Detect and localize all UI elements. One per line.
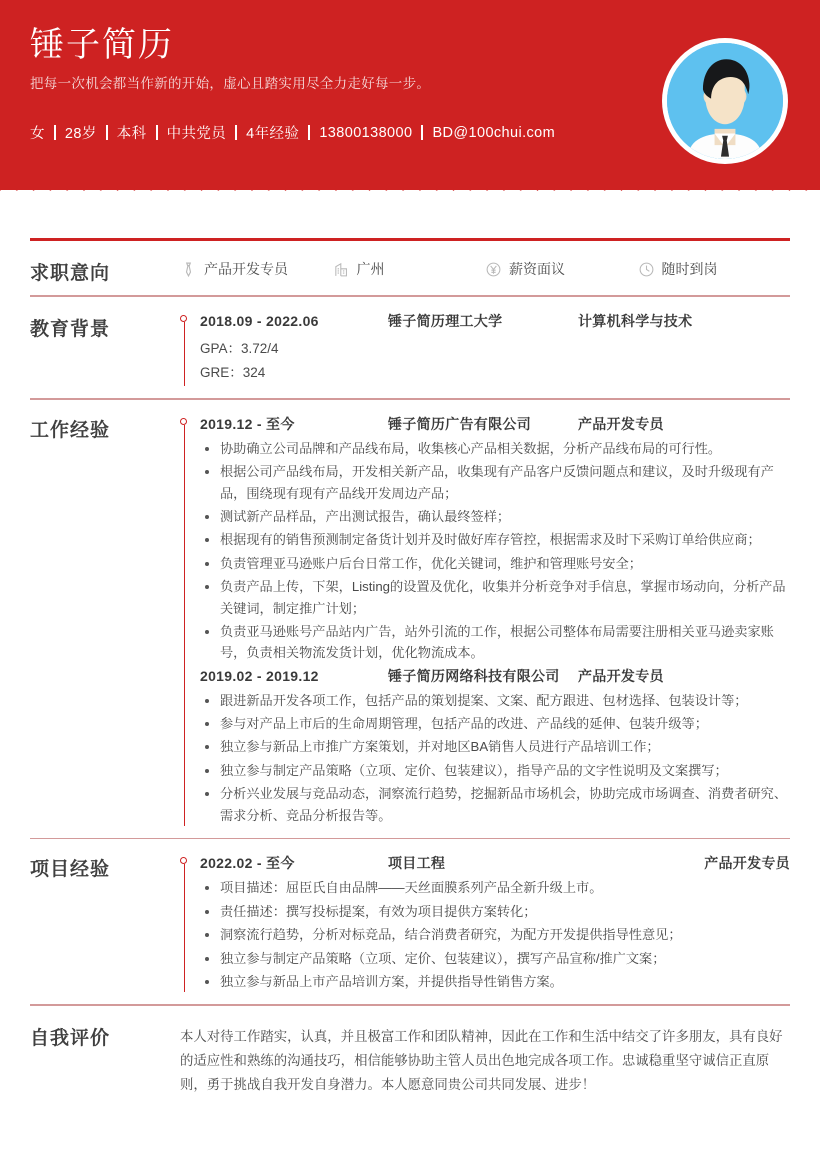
- list-item: 独立参与新品上市推广方案策划，并对地区BA销售人员进行产品培训工作；: [200, 736, 790, 757]
- meta-degree: 本科: [116, 126, 147, 143]
- project-name: 项目工程: [388, 855, 446, 872]
- meta-political-status: 中共党员: [166, 126, 227, 143]
- zigzag-divider: [0, 174, 820, 191]
- section-objective: [30, 241, 790, 295]
- section-work: [30, 400, 790, 838]
- list-item: 分析兴业发展与竞品动态，洞察流行趋势，挖掘新品市场机会，协助完成市场调查、消费者研究、需求分析、竞品分析报告等。: [200, 783, 790, 826]
- meta-divider: [235, 125, 237, 140]
- section-education: [30, 297, 790, 399]
- list-item: 参与对产品上市后的生命周期管理，包括产品的改进、产品线的延伸、包装升级等；: [200, 713, 790, 734]
- project-title: 产品开发专员: [704, 855, 790, 872]
- page-title: 锤子简历: [30, 26, 174, 64]
- meta-age: 28岁: [64, 126, 97, 143]
- meta-divider: [54, 125, 56, 140]
- tie-icon: [180, 261, 197, 278]
- list-item: 项目描述：屈臣氏自由品牌——天丝面膜系列产品全新升级上市。: [200, 877, 790, 898]
- header-slogan: 把每一次机会都当作新的开始，虚心且踏实用尽全力走好每一步。: [30, 76, 431, 92]
- objective-items: [180, 255, 790, 281]
- list-item: 责任描述：撰写投标提案，有效为项目提供方案转化；: [200, 901, 790, 922]
- section-label-evaluation: 自我评价: [30, 1027, 111, 1049]
- work-date: 2019.02 - 2019.12: [200, 667, 319, 684]
- objective-position-text: 产品开发专员: [204, 261, 288, 277]
- objective-item-position: [180, 259, 333, 279]
- meta-gender: 女: [30, 126, 45, 143]
- section-label-work: 工作经验: [30, 419, 111, 441]
- meta-phone: 13800138000: [319, 124, 413, 141]
- building-icon: [333, 261, 350, 278]
- education-gre: GRE：324: [200, 365, 266, 381]
- section-project: [30, 839, 790, 1004]
- male-avatar-icon: [667, 43, 783, 159]
- work-bullets: [200, 690, 790, 826]
- work-entry-head: [200, 666, 790, 686]
- project-bullets: [200, 877, 790, 992]
- list-item: 独立参与制定产品策略（立项、定价、包装建议），指导产品的文字性说明及文案撰写；: [200, 760, 790, 781]
- header-text-block: [30, 26, 590, 143]
- work-date: 2019.12 - 至今: [200, 415, 295, 432]
- list-item: 测试新产品样品，产出测试报告，确认最终签样；: [200, 506, 790, 527]
- education-school: 锤子简历理工大学: [388, 312, 503, 329]
- education-entry: [180, 311, 790, 387]
- project-entry-head: [200, 853, 790, 873]
- work-entry: [200, 666, 790, 826]
- work-company: 锤子简历广告有限公司: [388, 415, 531, 432]
- objective-item-availability: [638, 259, 791, 279]
- objective-city-text: 广州: [356, 261, 385, 277]
- avatar: [662, 38, 788, 164]
- education-entry-head: [200, 311, 790, 331]
- education-gpa: GPA：3.72/4: [200, 340, 279, 356]
- education-major: 计算机科学与技术: [578, 312, 693, 329]
- meta-divider: [106, 125, 108, 140]
- work-entry-head: [200, 414, 790, 434]
- evaluation-text: 本人对待工作踏实，认真，并且极富工作和团队精神，因此在工作和生活中结交了许多朋友，具有良好的适应性和熟练的沟通技巧，相信能够协助主管人员出色地完成各项工作。忠诚稳重坚守诚信正直原则，勇于挑战自我开发自身潜力。本人愿意同贵公司共同发展、进步！: [180, 1028, 783, 1092]
- list-item: 独立参与新品上市产品培训方案，并提供指导性销售方案。: [200, 971, 790, 992]
- meta-experience: 4年经验: [246, 126, 300, 143]
- objective-availability-text: 随时到岗: [661, 261, 718, 277]
- work-company: 锤子简历网络科技有限公司: [388, 667, 560, 684]
- list-item: 协助确立公司品牌和产品线布局，收集核心产品相关数据，分析产品线布局的可行性。: [200, 438, 790, 459]
- clock-icon: [638, 261, 655, 278]
- work-title: 产品开发专员: [578, 415, 664, 432]
- objective-salary-text: 薪资面议: [509, 261, 565, 277]
- resume-header: [0, 0, 820, 190]
- section-label-objective: 求职意向: [30, 263, 111, 284]
- section-label-education: 教育背景: [30, 318, 111, 340]
- list-item: 独立参与制定产品策略（立项、定价、包装建议），撰写产品宣称/推广文案；: [200, 948, 790, 969]
- list-item: 负责管理亚马逊账户后台日常工作，优化关键词，维护和管理账号安全；: [200, 553, 790, 574]
- education-date: 2018.09 - 2022.06: [200, 312, 319, 329]
- meta-divider: [156, 125, 158, 140]
- meta-divider: [308, 125, 310, 140]
- meta-email: BD@100chui.com: [432, 124, 556, 141]
- list-item: 根据现有的销售预测制定备货计划并及时做好库存管控，根据需求及时下采购订单给供应商；: [200, 529, 790, 550]
- objective-item-salary: [485, 259, 638, 279]
- objective-item-city: [333, 259, 486, 279]
- header-meta-list: [30, 122, 590, 143]
- list-item: 根据公司产品线布局，开发相关新产品，收集现有产品客户反馈问题点和建议，及时升级现有产品，围绕现有现有产品线开发周边产品；: [200, 461, 790, 504]
- section-evaluation: [30, 1006, 790, 1107]
- meta-divider: [421, 125, 423, 140]
- work-bullets: [200, 438, 790, 664]
- education-details: [200, 333, 790, 387]
- list-item: 负责产品上传，下架，Listing的设置及优化，收集并分析竞争对手信息，掌握市场动向，分析产品关键词，制定推广计划；: [200, 576, 790, 619]
- list-item: 跟进新品开发各项工作，包括产品的策划提案、文案、配方跟进、包材选择、包装设计等；: [200, 690, 790, 711]
- project-date: 2022.02 - 至今: [200, 855, 295, 872]
- resume-body: [0, 238, 820, 1106]
- list-item: 负责亚马逊账号产品站内广告，站外引流的工作，根据公司整体布局需要注册相关亚马逊卖家账号，负责相关物流发货计划，优化物流成本。: [200, 621, 790, 664]
- section-label-project: 项目经验: [30, 859, 111, 881]
- project-entry: [180, 853, 790, 992]
- work-title: 产品开发专员: [578, 667, 664, 684]
- yen-circle-icon: [485, 261, 502, 278]
- work-entry: [180, 414, 790, 826]
- list-item: 洞察流行趋势，分析对标竞品，结合消费者研究，为配方开发提供指导性意见；: [200, 924, 790, 945]
